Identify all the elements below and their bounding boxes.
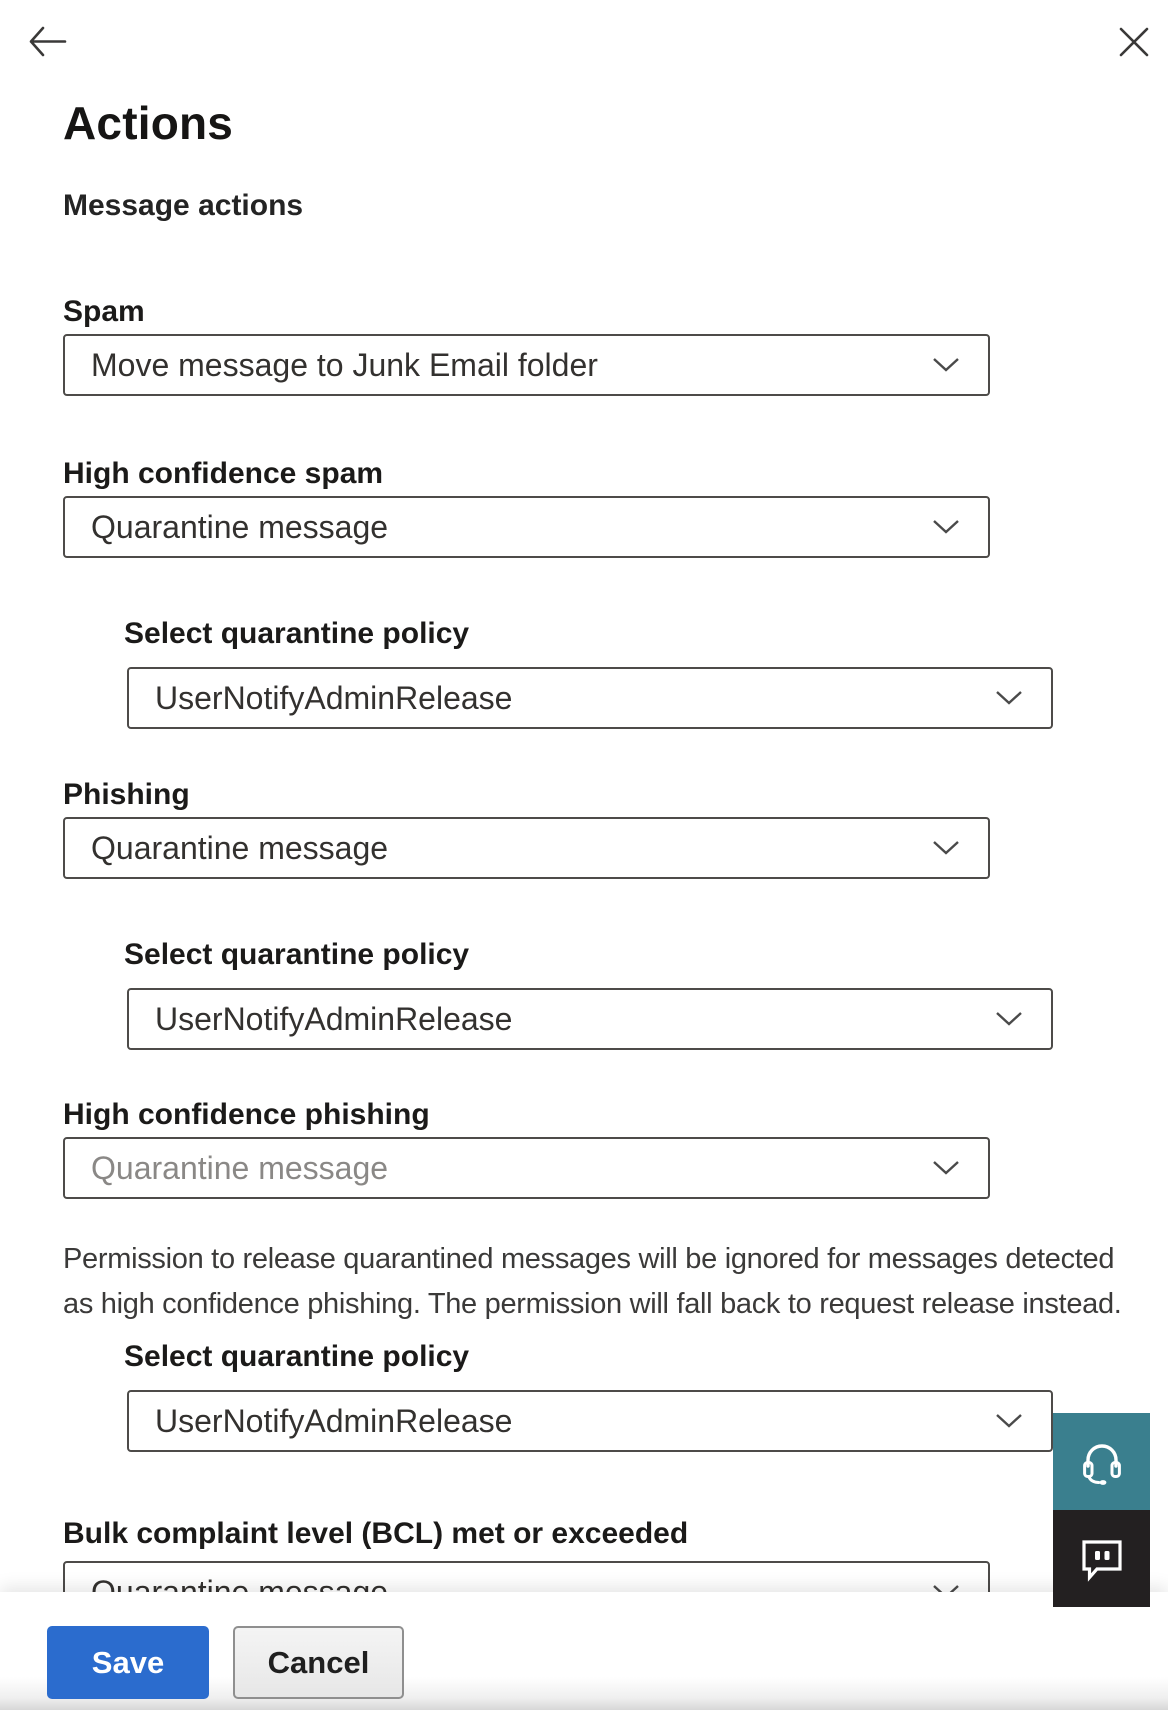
high-confidence-spam-label: High confidence spam bbox=[63, 457, 384, 490]
bcl-label: Bulk complaint level (BCL) met or exceeded bbox=[63, 1517, 689, 1550]
high-confidence-spam-dropdown-value: Quarantine message bbox=[91, 508, 389, 545]
spam-quarantine-policy-label: Select quarantine policy bbox=[124, 617, 470, 650]
chevron-down-icon bbox=[995, 1011, 1023, 1027]
chevron-down-icon bbox=[995, 690, 1023, 706]
spam-quarantine-policy-dropdown[interactable] bbox=[127, 667, 1053, 729]
phishing-dropdown-value: Quarantine message bbox=[91, 829, 389, 866]
chevron-down-icon bbox=[932, 840, 960, 856]
hcp-quarantine-policy-dropdown[interactable] bbox=[127, 1390, 1053, 1452]
chevron-down-icon bbox=[995, 1413, 1023, 1429]
spam-quarantine-policy-section bbox=[124, 616, 1168, 729]
high-confidence-phishing-dropdown[interactable] bbox=[63, 1137, 990, 1199]
hcp-quarantine-policy-section bbox=[124, 1339, 1168, 1452]
chevron-down-icon bbox=[932, 519, 960, 535]
help-support-button[interactable] bbox=[1053, 1413, 1150, 1510]
chat-feedback-icon bbox=[1076, 1533, 1128, 1585]
headset-icon bbox=[1076, 1436, 1128, 1488]
spam-dropdown[interactable] bbox=[63, 334, 990, 396]
phishing-quarantine-policy-value: UserNotifyAdminRelease bbox=[155, 1000, 513, 1037]
feedback-button[interactable] bbox=[1053, 1510, 1150, 1607]
spam-quarantine-policy-value: UserNotifyAdminRelease bbox=[155, 679, 513, 716]
page-title: Actions bbox=[63, 97, 234, 149]
phishing-quarantine-policy-dropdown[interactable] bbox=[127, 988, 1053, 1050]
phishing-quarantine-policy-label: Select quarantine policy bbox=[124, 938, 470, 971]
hcp-quarantine-policy-label: Select quarantine policy bbox=[124, 1340, 470, 1373]
high-confidence-phishing-label: High confidence phishing bbox=[63, 1098, 430, 1131]
section-heading: Message actions bbox=[63, 189, 304, 222]
spam-label: Spam bbox=[63, 295, 145, 328]
footer-action-bar bbox=[0, 1592, 1168, 1710]
save-button[interactable]: Save bbox=[47, 1626, 209, 1699]
panel-content bbox=[63, 0, 1168, 1623]
chevron-down-icon bbox=[932, 1160, 960, 1176]
spam-dropdown-value: Move message to Junk Email folder bbox=[91, 346, 598, 383]
high-confidence-spam-dropdown[interactable] bbox=[63, 496, 990, 558]
phishing-quarantine-policy-section bbox=[124, 937, 1168, 1050]
hcp-quarantine-policy-value: UserNotifyAdminRelease bbox=[155, 1402, 513, 1439]
hcp-permission-note: Permission to release quarantined messages will be ignored for messages detected as high confidence phishing. The permission will fall back to request release instead. bbox=[63, 1243, 1122, 1320]
chevron-down-icon bbox=[932, 357, 960, 373]
phishing-label: Phishing bbox=[63, 778, 190, 811]
cancel-button[interactable]: Cancel bbox=[233, 1626, 404, 1699]
phishing-dropdown[interactable] bbox=[63, 817, 990, 879]
high-confidence-phishing-dropdown-value: Quarantine message bbox=[91, 1149, 389, 1186]
